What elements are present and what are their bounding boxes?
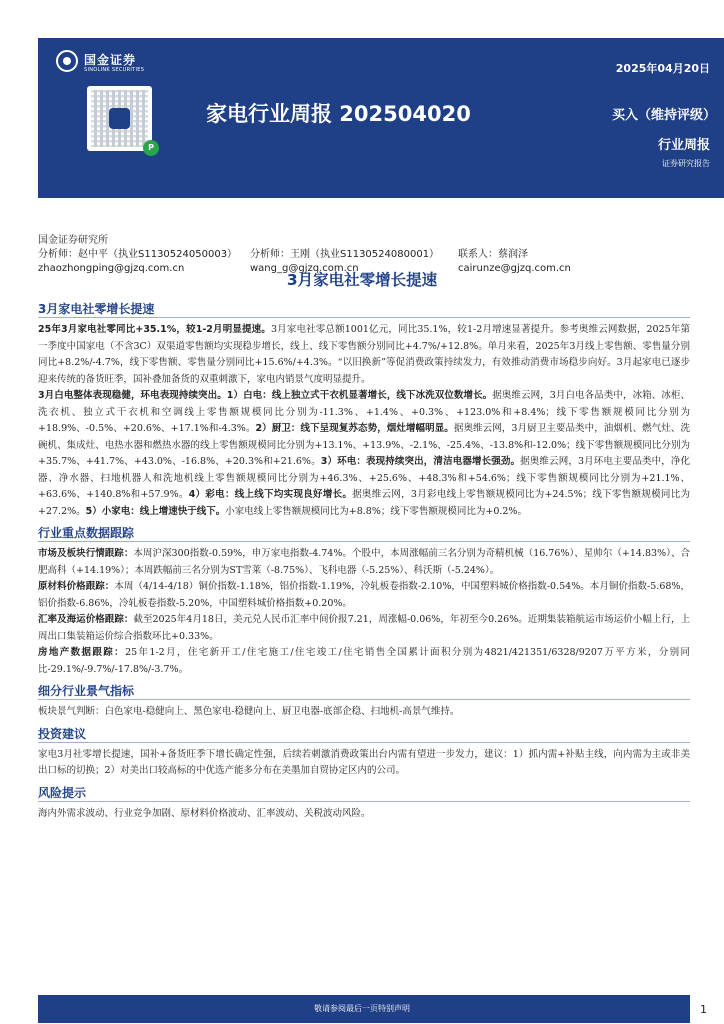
paragraph-sentiment: 板块景气判断：白色家电-稳健向上、黑色家电-稳健向上、厨卫电器-底部企稳、扫地机-高景气维持。 xyxy=(38,706,460,717)
body-text: 本周（4/14-4/18）铜价指数-1.18%，铝价指数-1.19%，冷轧板卷指数-2.10%，中国塑料城价格指数-0.54%。本月铜价指数-5.68%，铝价指数-6.86%，冷轧板卷指数-5.20%，中国塑料城价格指数+0.20%。 xyxy=(38,581,690,609)
highlight-text: 汇率及海运价格跟踪： xyxy=(38,614,134,625)
rating-label: 买入（维持评级） xyxy=(612,108,717,123)
body-text: 3月家电社零总额1001亿元，同比35.1%，较1-2月增速显著提升。参考奥维云网数据，2025年第一季度中国家电（不含3C）双渠道零售额均实现稳步增长，线上、线下零售额分别同比+4.7%/+12.8%。单月来看，2025年3月线上零售额、零售量分别同比+8.2%/-4.7%，线下零售额、零售量分别同比+15.6%/+4.3%。“以旧换新”等促消费政策持续发力，有效推动消费市场稳步向好。3月起家电已逐步迎来传统的备货旺季，国补叠加备货的双重刺激下，家电内销景气度明显提升。 xyxy=(38,324,690,385)
body-text: 小家电线上零售额规模同比为+8.8%；线下零售额规模同比为+0.2%。 xyxy=(225,505,527,517)
highlight-text: 4）彩电：线上线下均实现良好增长。 xyxy=(188,489,353,500)
section-title-data-tracking: 行业重点数据跟踪 xyxy=(38,520,690,542)
report-header-banner xyxy=(38,38,724,198)
email-link-1[interactable]: zhaozhongping@gjzq.com.cn xyxy=(38,263,185,274)
body-text: 据奥维云网，3月彩电线上零售额规模同比为+24.5%；线下零售额规模同比为+27.2%。 xyxy=(38,489,690,517)
contact-person: 联系人：蔡润泽 xyxy=(458,249,528,260)
section-title-sentiment: 细分行业景气指标 xyxy=(38,678,690,700)
paragraph-category-performance xyxy=(38,388,690,520)
analyst-2: 分析师：王刚（执业S1130524080001） xyxy=(250,249,440,260)
highlight-text: 5）小家电：线上增速快于线下。 xyxy=(85,505,226,517)
section-title-risk: 风险提示 xyxy=(38,780,690,802)
report-body xyxy=(38,296,690,822)
highlight-text: 25年3月家电社零同比+35.1%，较1-2月明显提速。 xyxy=(38,324,271,335)
qr-badge-icon: P xyxy=(143,140,159,156)
report-subtype: 证券研究报告 xyxy=(662,159,710,168)
email-link-3[interactable]: cairunze@gjzq.com.cn xyxy=(458,263,571,274)
body-text: 本周沪深300指数-0.59%，申万家电指数-4.74%。个股中，本周涨幅前三名分别为奇精机械（16.76%）、星帅尔（+14.83%）、合肥高科（+14.19%）；本周跌幅前三名分别为ST雪莱（-8.75%）、飞科电器（-5.25%）、科沃斯（-5.24%）。 xyxy=(38,548,690,576)
paragraph-raw-material xyxy=(38,579,690,612)
report-type: 行业周报 xyxy=(657,138,710,153)
highlight-text: 房地产数据跟踪： xyxy=(38,647,126,658)
analyst-row xyxy=(38,248,698,262)
highlight-text: 3）环电：表现持续突出，清洁电器增长强劲。 xyxy=(320,456,521,467)
paragraph-market-tracking xyxy=(38,546,690,579)
qr-code-icon xyxy=(87,86,152,151)
page-number-box xyxy=(690,995,724,1024)
body-text: 25年1-2月，住宅新开工/住宅施工/住宅竣工/住宅销售全国累计面积分别为4821/421351/6328/9207万平方米，分别同比-29.1%/-9.7%/-17.8%/-3.7%。 xyxy=(38,647,690,675)
section-title-investment: 投资建议 xyxy=(38,721,690,743)
highlight-text: 原材料价格跟踪： xyxy=(38,581,115,592)
highlight-text: 2）厨卫：线下呈现复苏态势，烟灶增幅明显。 xyxy=(255,423,454,434)
highlight-text: 市场及板块行情跟踪： xyxy=(38,548,134,559)
logo-mark-icon xyxy=(56,50,78,72)
page-number: 1 xyxy=(700,1003,707,1016)
main-title: 3月家电社零增长提速 xyxy=(286,271,438,289)
highlight-text: 3月白电整体表现稳健，环电表现持续突出。1）白电：线上独立式干衣机显著增长，线下冰洗双位数增长。 xyxy=(38,390,493,401)
paragraph-sales-overview xyxy=(38,322,690,388)
logo-english-name: SINOLINK SECURITIES xyxy=(84,67,145,73)
paragraph-real-estate xyxy=(38,645,690,678)
company-logo xyxy=(56,50,166,78)
body-text: 据奥维云网，3月白电各品类中，冰箱、冰柜、洗衣机、独立式干衣机和空调线上零售额规模同比分别为-11.3%、+1.4%、+0.3%、+123.0%和+8.4%；线下零售额规模同比分别为+18.9%、-0.5%、+20.6%、+17.1%和-4.3%。 xyxy=(38,390,690,434)
logo-name: 国金证券 xyxy=(84,53,137,67)
report-title: 家电行业周报 202504020 xyxy=(206,102,471,126)
body-text: 据奥维云网，3月厨卫主要品类中，油烟机、燃气灶、洗碗机、集成灶、电热水器和燃热水器的线上零售额规模同比分别为+13.1%、+13.9%、-2.1%、-25.4%、-13.8%和-12.0%；线下零售额规模同比分别为+35.7%、+41.7%、+43.0%、-16.8%、+20.3%和+21.6%。 xyxy=(38,423,690,467)
body-text: 据奥维云网，3月环电主要品类中，净化器、净水器、扫地机器人和洗地机线上零售额规模同比分别为+46.3%、+25.6%、+48.3%和+54.6%；线下零售额规模同比分别为+21.1%、+63.6%、+140.8%和+57.9%。 xyxy=(38,456,690,500)
body-text: 截至2025年4月18日，美元兑人民币汇率中间价报7.21，周涨幅-0.06%，年初至今0.26%。近期集装箱航运市场运价小幅上行，上周出口集装箱运价综合指数环比+0.33%。 xyxy=(38,614,690,642)
paragraph-fx-shipping xyxy=(38,612,690,645)
email-link-2[interactable]: wang_g@gjzq.com.cn xyxy=(250,263,359,274)
institute-name: 国金证券研究所 xyxy=(38,235,108,246)
analyst-1: 分析师：赵中平（执业S1130524050003） xyxy=(38,249,238,260)
footer-disclaimer: 敬请参阅最后一页特别声明 xyxy=(314,1004,410,1013)
report-date: 2025年04月20日 xyxy=(615,62,710,75)
paragraph-risk: 海内外需求波动、行业竞争加剧、原材料价格波动、汇率波动、关税波动风险。 xyxy=(38,807,371,819)
section-title-sales: 3月家电社零增长提速 xyxy=(38,296,690,318)
paragraph-investment: 家电3月社零增长提速，国补+备货旺季下增长确定性强，后续若刺激消费政策出台内需有望进一步发力，建议：1）抓内需+补贴主线，向内需为主或非美出口标的切换；2）对美出口较高标的中优选产能多分布在美墨加自贸协定区内的公司。 xyxy=(38,748,690,776)
